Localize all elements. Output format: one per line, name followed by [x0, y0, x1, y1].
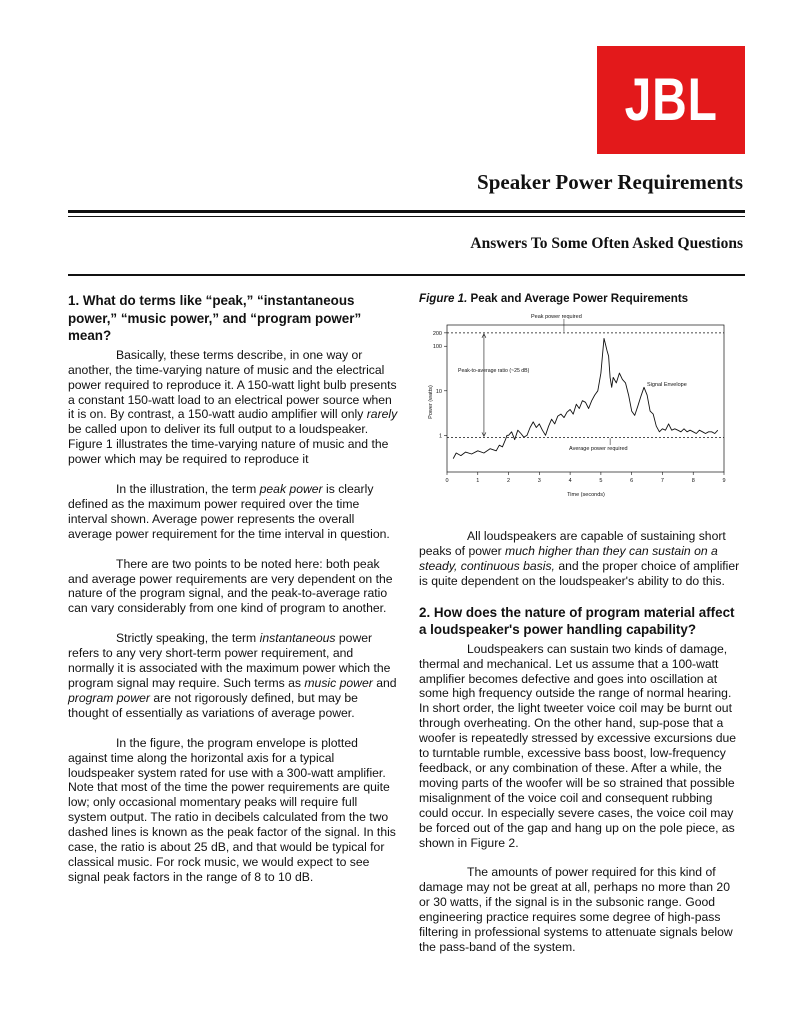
y-tick-label: 100: [432, 344, 442, 351]
figure-followup-paragraph: All loudspeakers are capable of sustaining short peaks of power much higher than they can sustain on a steady, continuous basis, and the proper choice of amplifier is quite dependent on the loudspeaker's ability to do this.: [419, 528, 740, 588]
y-tick-label: 1: [438, 433, 442, 440]
y-axis-label: Power (watts): [428, 385, 434, 419]
signal-envelope-line: [453, 338, 718, 458]
q1-paragraph-3: There are two points to be noted here: both peak and average power requirements are very dependent on the nature of the program signal, and the peak-to-average ratio can vary considerably from one kind of program to another.: [68, 556, 393, 616]
q1-paragraph-2: In the illustration, the term peak power is clearly defined as the maximum power required over the time interval shown. Average power represents the overall average power requirement for the time interval in question.: [68, 482, 390, 541]
x-tick-label: 5: [599, 478, 603, 484]
x-tick-label: 2: [507, 478, 511, 484]
question-2-heading: 2. How does the nature of program material affect a loudspeaker's power handling capability?: [419, 604, 735, 638]
average-line-label: Average power required: [569, 446, 628, 452]
figure-1-caption: Figure 1. Peak and Average Power Requirements: [419, 292, 689, 305]
peak-line-label: Peak power required: [531, 314, 582, 320]
q1-paragraph-1: Basically, these terms describe, in one way or another, the time-varying nature of music and the electrical power required to reproduce it. A 150-watt light bulb presents a constant 150-watt load to an electrical power source when it is on. By contrast, a 150-watt audio amplifier will only rarely be called upon to deliver its full output to a loudspeaker. Figure 1 illustrates the time-varying nature of music and the power which may be required to reproduce it: [68, 347, 398, 467]
q1-paragraph-4: Strictly speaking, the term instantaneous power refers to any very short-term power requirement, and normally it is associated with the maximum power which the program signal may require. Such terms as music power and program power are not rigorously defined, but may be thought of essentially as variations of average power.: [68, 631, 397, 720]
x-tick-label: 7: [660, 478, 664, 484]
q2-paragraph-1: Loudspeakers can sustain two kinds of damage, thermal and mechanical. Let us assume that a 100-watt amplifier becomes defective and goes into oscillation at some high frequency outside the range of normal hearing. In short order, the light tweeter voice coil may be burnt out through overheating. On the other hand, sup-pose that a woofer is repeatedly stressed by excessive excursions due to turntable rumble, excessive bass boost, low-frequency feedback, or any combination of these. After a while, the moving parts of the woofer will be so strained that possible misalignment of the voice coil and consequent rubbing could occur. In especially severe cases, the voice coil may be forced out of the gap and hang up on the pole piece, as shown in Figure 2.: [419, 641, 737, 850]
y-tick-label: 10: [435, 388, 442, 395]
q2-paragraph-2: The amounts of power required for this kind of damage may not be great at all, perhaps no more than 20 or 30 watts, if the signal is in the subsonic range. Good engineering practice requires some degree of high-pass filtering in professional systems to attenuate signals below the pass-band of the system.: [419, 865, 733, 954]
left-column: [68, 292, 398, 900]
y-tick-label: 200: [432, 330, 442, 337]
jbl-logo-text: JBL: [624, 66, 718, 133]
header-rule-thick: [68, 210, 745, 213]
x-tick-label: 9: [722, 478, 726, 484]
header-rule-thin: [68, 216, 745, 217]
x-tick-label: 1: [476, 478, 480, 484]
figure-1: [419, 307, 744, 500]
x-tick-label: 0: [445, 478, 449, 484]
question-1-heading: 1. What do terms like “peak,” “instantaneous power,” “music power,” and “program power” mean?: [68, 293, 362, 344]
x-tick-label: 4: [568, 478, 572, 484]
power-chart: [419, 307, 744, 500]
x-tick-label: 8: [691, 478, 695, 484]
x-tick-label: 6: [630, 478, 634, 484]
page-subtitle: Answers To Some Often Asked Questions: [470, 235, 743, 252]
q1-paragraph-5: In the figure, the program envelope is plotted against time along the horizontal axis for a typical loudspeaker system rated for use with a 300-watt amplifier. Note that most of the time the power requirements are quite low; only occasional momentary peaks will require full system output. The ratio in decibels calculated from the two dashed lines is known as the peak factor of the signal. In this case, the ratio is about 25 dB, and that would be typical for classical music. For rock music, we would expect to see signal peak factors in the range of 8 to 10 dB.: [68, 735, 396, 884]
jbl-logo: [597, 46, 745, 154]
subtitle-rule: [68, 274, 745, 276]
x-tick-label: 3: [537, 478, 541, 484]
ratio-label: Peak-to-average ratio (~25 dB): [458, 368, 530, 374]
page-title: Speaker Power Requirements: [477, 170, 743, 194]
envelope-label: Signal Envelope: [647, 382, 687, 388]
x-axis-label: Time (seconds): [567, 492, 605, 498]
